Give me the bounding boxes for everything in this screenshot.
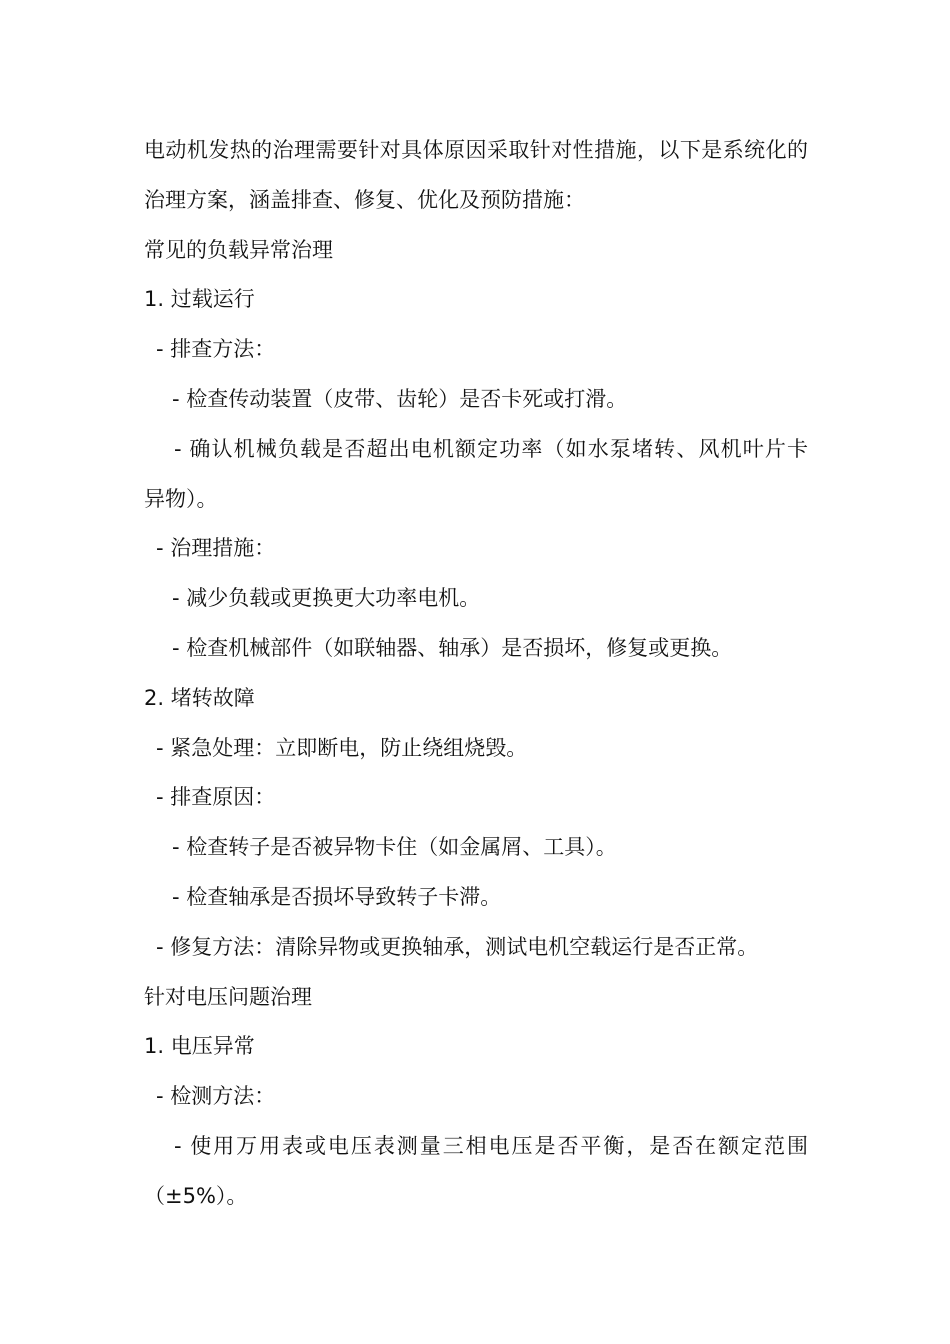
item-title-stall: 2. 堵转故障 xyxy=(144,685,255,710)
voltage-detect-1-line-2: （±5%）。 xyxy=(144,1183,248,1208)
stall-cause-1: - 检查转子是否被异物卡住（如金属屑、工具）。 xyxy=(172,835,617,860)
overload-check-2-line-2: 异物）。 xyxy=(144,486,218,511)
intro-line-2: 治理方案，涵盖排查、修复、优化及预防措施： xyxy=(144,187,585,212)
document-body xyxy=(144,126,808,1222)
item-title-voltage-abnormal: 1. 电压异常 xyxy=(144,1034,255,1059)
stall-cause-2: - 检查轴承是否损坏导致转子卡滞。 xyxy=(172,884,502,909)
overload-check-1: - 检查传动装置（皮带、齿轮）是否卡死或打滑。 xyxy=(172,386,628,411)
item-title-overload: 1. 过载运行 xyxy=(144,287,255,312)
overload-fix-label: - 治理措施： xyxy=(156,536,276,561)
section-heading-load: 常见的负载异常治理 xyxy=(144,237,333,262)
overload-fix-2: - 检查机械部件（如联轴器、轴承）是否损坏，修复或更换。 xyxy=(172,635,733,660)
overload-check-label: - 排查方法： xyxy=(156,337,276,362)
section-heading-voltage: 针对电压问题治理 xyxy=(144,984,312,1009)
stall-repair: - 修复方法：清除异物或更换轴承，测试电机空载运行是否正常。 xyxy=(156,934,759,959)
stall-emergency: - 紧急处理：立即断电，防止绕组烧毁。 xyxy=(156,735,528,760)
overload-fix-1: - 减少负载或更换更大功率电机。 xyxy=(172,586,481,611)
overload-check-2-line-1: - 确认机械负载是否超出电机额定功率（如水泵堵转、风机叶片卡 xyxy=(174,436,808,461)
stall-cause-label: - 排查原因： xyxy=(156,785,276,810)
voltage-detect-label: - 检测方法： xyxy=(156,1084,276,1109)
intro-line-1: 电动机发热的治理需要针对具体原因采取针对性措施，以下是系统化的 xyxy=(144,138,808,162)
voltage-detect-1-line-1: - 使用万用表或电压表测量三相电压是否平衡，是否在额定范围 xyxy=(174,1133,808,1158)
